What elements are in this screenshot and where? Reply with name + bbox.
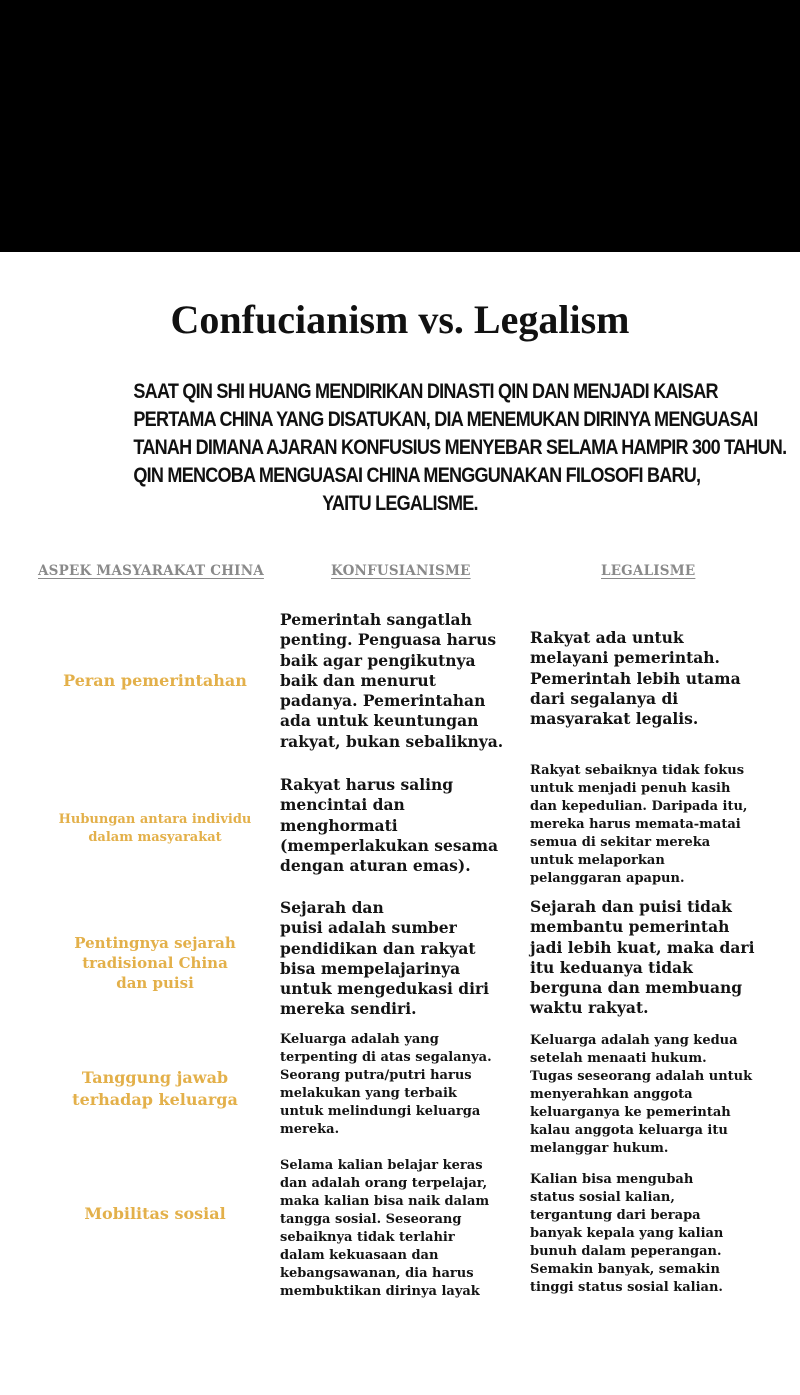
text-line: setelah menaati hukum. [530,1051,707,1066]
text-line: Pemerintah sangatlah [280,610,472,629]
text-line: mereka sendiri. [280,999,417,1019]
text-line: status sosial kalian, [530,1190,675,1205]
row-aspect-individual-relations [40,811,270,847]
text-line: Sejarah dan [280,898,384,917]
text-line: menyerahkan anggota [530,1087,693,1102]
confucianism-government-role [280,610,503,752]
text-line: itu keduanya tidak [530,957,693,977]
page-title: Confucianism vs. Legalism [170,297,630,342]
legalism-family-responsibility [530,1032,752,1158]
text-line: (memperlakukan sesama [280,835,499,855]
text-line: semua di sekitar mereka [530,835,711,850]
text-line: kalau anggota keluarga itu [530,1123,728,1138]
text-line: pelanggaran apapun. [530,871,685,886]
aspect-line: dan puisi [116,974,194,992]
aspect-line: Mobilitas sosial [84,1204,226,1223]
aspect-line: Hubungan antara individu [58,812,252,827]
text-line: untuk menjadi penuh kasih [530,781,731,796]
text-line: dan adalah orang terpelajar, [280,1176,488,1191]
text-line: Tugas seseorang adalah untuk [530,1069,753,1084]
text-line: dalam kekuasaan dan [280,1248,439,1263]
text-line: melakukan yang terbaik [280,1086,457,1101]
text-line: maka kalian bisa naik dalam [280,1194,490,1209]
row-aspect-history-poetry [40,933,270,993]
column-header-confucianism: KONFUSIANISME [331,563,471,579]
text-line: mereka harus memata-matai [530,817,741,832]
confucianism-history-poetry [280,898,489,1020]
text-line: ada untuk keuntungan [280,711,479,731]
text-line: mencintai dan [280,795,405,815]
text-line: Rakyat ada untuk [530,628,684,647]
text-line: dari segalanya di [530,688,679,708]
text-line: puisi adalah sumber [280,918,457,938]
legalism-government-role [530,628,741,729]
aspect-line: tradisional China [82,954,228,972]
aspect-line: Pentingnya sejarah [74,934,236,952]
text-line: kebangsawanan, dia harus [280,1266,474,1281]
text-line: banyak kepala yang kalian [530,1226,724,1241]
column-header-aspect: ASPEK MASYARAKAT CHINA [38,563,264,579]
intro-paragraph [133,378,787,518]
text-line: keluarganya ke pemerintah [530,1105,731,1120]
text-line: Rakyat sebaiknya tidak fokus [530,763,745,778]
text-line: bunuh dalam peperangan. [530,1244,722,1259]
text-line: Selama kalian belajar keras [280,1158,483,1173]
confucianism-social-mobility [280,1157,489,1301]
text-line: Pemerintah lebih utama [530,668,741,688]
text-line: membuktikan dirinya layak [280,1284,480,1299]
text-line: tangga sosial. Seseorang [280,1212,462,1227]
text-line: untuk melindungi keluarga [280,1104,481,1119]
text-line: jadi lebih kuat, maka dari [530,937,755,957]
column-header-legalism: LEGALISME [601,563,696,579]
aspect-line: Tanggung jawab [81,1068,229,1087]
text-line: mereka. [280,1122,340,1137]
confucianism-family-responsibility [280,1031,492,1139]
text-line: masyarakat legalis. [530,709,699,729]
text-line: melayani pemerintah. [530,648,720,668]
legalism-individual-relations [530,762,747,888]
text-line: terpenting di atas segalanya. [280,1050,492,1065]
text-line: melanggar hukum. [530,1141,669,1156]
confucianism-individual-relations [280,775,498,876]
intro-line: TANAH DIMANA AJARAN KONFUSIUS MENYEBAR SELAMA HAMPIR 300 TAHUN. [133,436,787,459]
text-line: rakyat, bukan sebaliknya. [280,731,504,751]
text-line: tinggi status sosial kalian. [530,1280,723,1295]
row-aspect-government-role [40,670,270,692]
text-line: Semakin banyak, semakin [530,1262,720,1277]
legalism-history-poetry [530,897,754,1019]
text-line: dengan aturan emas). [280,856,471,876]
text-line: Kalian bisa mengubah [530,1172,694,1187]
text-line: pendidikan dan rakyat [280,938,476,958]
text-line: untuk melaporkan [530,853,665,868]
text-line: untuk mengedukasi diri [280,979,490,999]
text-line: Keluarga adalah yang [280,1032,439,1047]
intro-line: YAITU LEGALISME. [322,492,478,515]
text-line: berguna dan membuang [530,978,743,998]
text-line: baik dan menurut [280,670,436,690]
text-line: padanya. Pemerintahan [280,691,486,711]
text-line: waktu rakyat. [530,998,649,1018]
intro-line: SAAT QIN SHI HUANG MENDIRIKAN DINASTI QIN DAN MENJADI KAISAR [133,380,718,403]
text-line: menghormati [280,815,398,835]
aspect-line: terhadap keluarga [72,1090,238,1109]
text-line: bisa mempelajarinya [280,958,461,978]
intro-line: QIN MENCOBA MENGUASAI CHINA MENGGUNAKAN FILOSOFI BARU, [133,464,701,487]
text-line: penting. Penguasa harus [280,630,497,650]
text-line: Seorang putra/putri harus [280,1068,472,1083]
text-line: baik agar pengikutnya [280,650,476,670]
text-line: Sejarah dan puisi tidak [530,897,732,916]
intro-line: PERTAMA CHINA YANG DISATUKAN, DIA MENEMUKAN DIRINYA MENGUASAI [133,408,758,431]
text-line: tergantung dari berapa [530,1208,701,1223]
top-black-band [0,0,800,252]
text-line: sebaiknya tidak terlahir [280,1230,455,1245]
aspect-line: dalam masyarakat [88,830,222,845]
row-aspect-family-responsibility [40,1067,270,1111]
text-line: membantu pemerintah [530,917,730,937]
legalism-social-mobility [530,1171,723,1297]
text-line: Rakyat harus saling [280,775,454,794]
aspect-line: Peran pemerintahan [63,671,247,690]
text-line: dan kepedulian. Daripada itu, [530,799,748,814]
row-aspect-social-mobility [40,1203,270,1225]
text-line: Keluarga adalah yang kedua [530,1033,738,1048]
